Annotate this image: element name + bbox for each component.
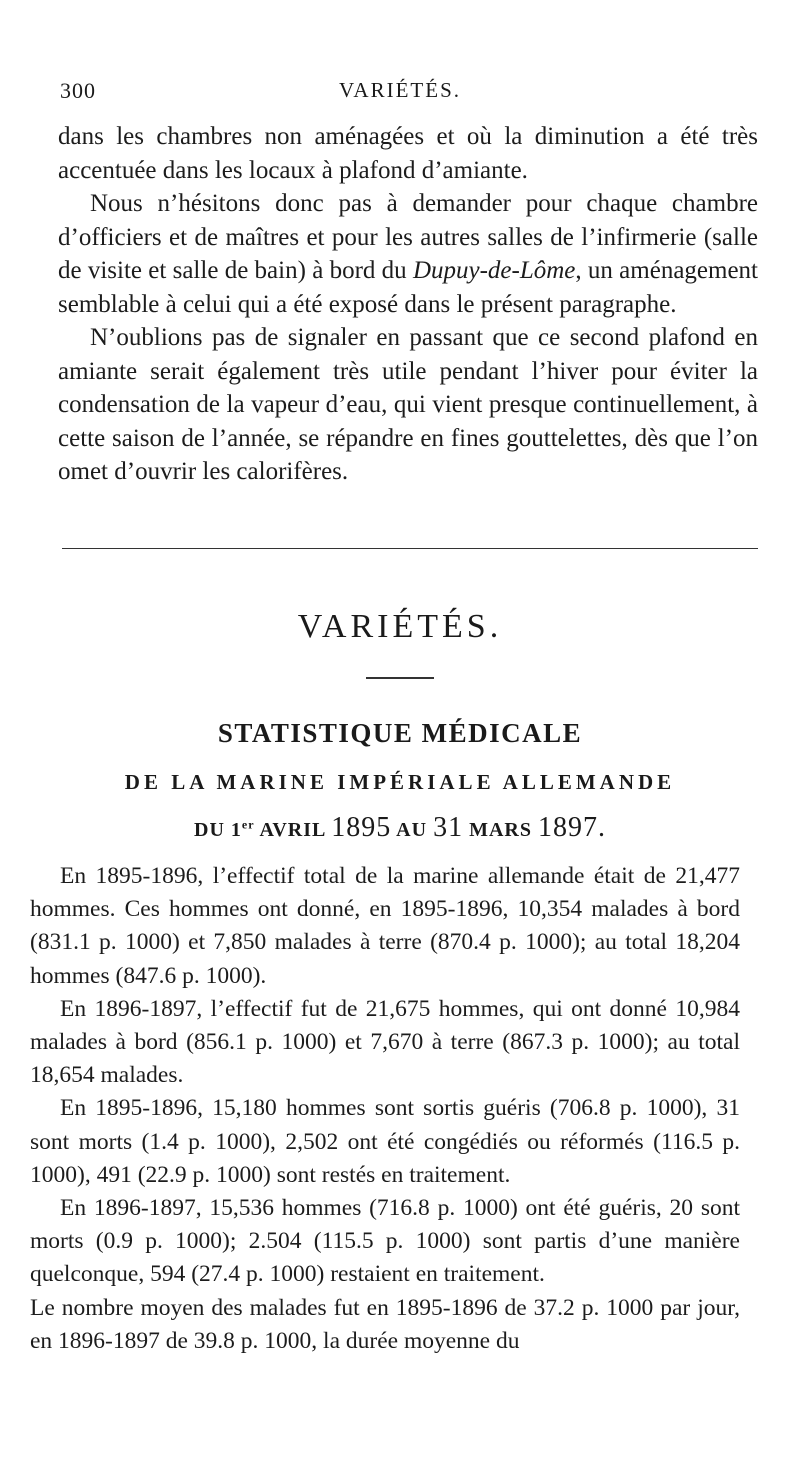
previous-article-text — [58, 120, 758, 489]
running-title: VARIÉTÉS. — [338, 78, 462, 102]
date-month-end: MARS — [469, 819, 532, 841]
paragraph: Le nombre moyen des malades fut en 1895-1896 de 37.2 p. 1000 par jour, en 1896-1897 de 39.8 p. 1000, la durée moyenne du — [30, 1294, 740, 1354]
date-month-start: AVRIL — [259, 819, 326, 841]
paragraph: En 1895-1896, l’effectif total de la marine allemande était de 21,477 hommes. Ces hommes ont donné, en 1895-1896, 10,354 malades à bord (831.1 p. 1000) et 7,850 malades à terre (870.4 p. 1000); au total 18,204 hommes (847.6 p. 1000). — [30, 863, 740, 989]
title-rule — [366, 677, 434, 679]
date-prefix: DU 1 — [194, 819, 242, 841]
paragraph: En 1896-1897, 15,536 hommes (716.8 p. 1000) ont été guéris, 20 sont morts (0.9 p. 1000); 2.504 (115.5 p. 1000) sont partis d’une manière quelconque, 594 (27.4 p. 1000) restaient en traitement. — [30, 1195, 740, 1288]
date-day-end: 31 — [433, 812, 464, 843]
date-superscript: er — [241, 817, 255, 832]
section-title: VARIÉTÉS. — [297, 608, 503, 645]
article-date-range — [0, 812, 800, 844]
page-number: 300 — [60, 78, 96, 103]
article-body — [30, 860, 740, 1358]
date-year-start: 1895 — [331, 812, 392, 843]
article-heading: STATISTIQUE MÉDICALE — [217, 718, 583, 748]
date-au: AU — [396, 819, 428, 841]
paragraph: En 1895-1896, 15,180 hommes sont sortis guéris (706.8 p. 1000), 31 sont morts (1.4 p. 1000), 2,502 ont été congédiés ou réformés (116.5 p. 1000), 491 (22.9 p. 1000) sont restés en traitement. — [30, 1095, 740, 1188]
paragraph-text: Nous n’hésitons donc pas à demander pour chaque chambre d’officiers et de maîtres et pour les autres salles de l’infirmerie (salle de visite et salle de bain) à bord du Dupuy-de-Lôme, un aménagement semblable à celui qui a été exposé dans le présent paragraphe. — [58, 190, 758, 318]
paragraph: En 1896-1897, l’effectif fut de 21,675 hommes, qui ont donné 10,984 malades à bord (856.1 p. 1000) et 7,670 à terre (867.3 p. 1000); au total 18,654 malades. — [30, 995, 740, 1089]
date-year-end: 1897. — [537, 812, 606, 843]
ship-name: Dupuy-de-Lôme — [412, 257, 576, 284]
section-divider — [62, 548, 758, 549]
paragraph: dans les chambres non aménagées et où la diminution a été très accentuée dans les locaux à plafond d’amiante. — [58, 123, 758, 184]
paragraph: N’oublions pas de signaler en passant que ce second plafond en amiante serait également très utile pendant l’hiver pour éviter la condensation de la vapeur d’eau, qui vient presque continuellement, à cette saison de l’année, se répandre en fines gouttelettes, dès que l’on omet d’ouvrir les calorifères. — [58, 324, 758, 485]
article-subheading: DE LA MARINE IMPÉRIALE ALLEMANDE — [124, 770, 676, 794]
running-head — [0, 78, 800, 108]
paragraph — [58, 187, 758, 321]
